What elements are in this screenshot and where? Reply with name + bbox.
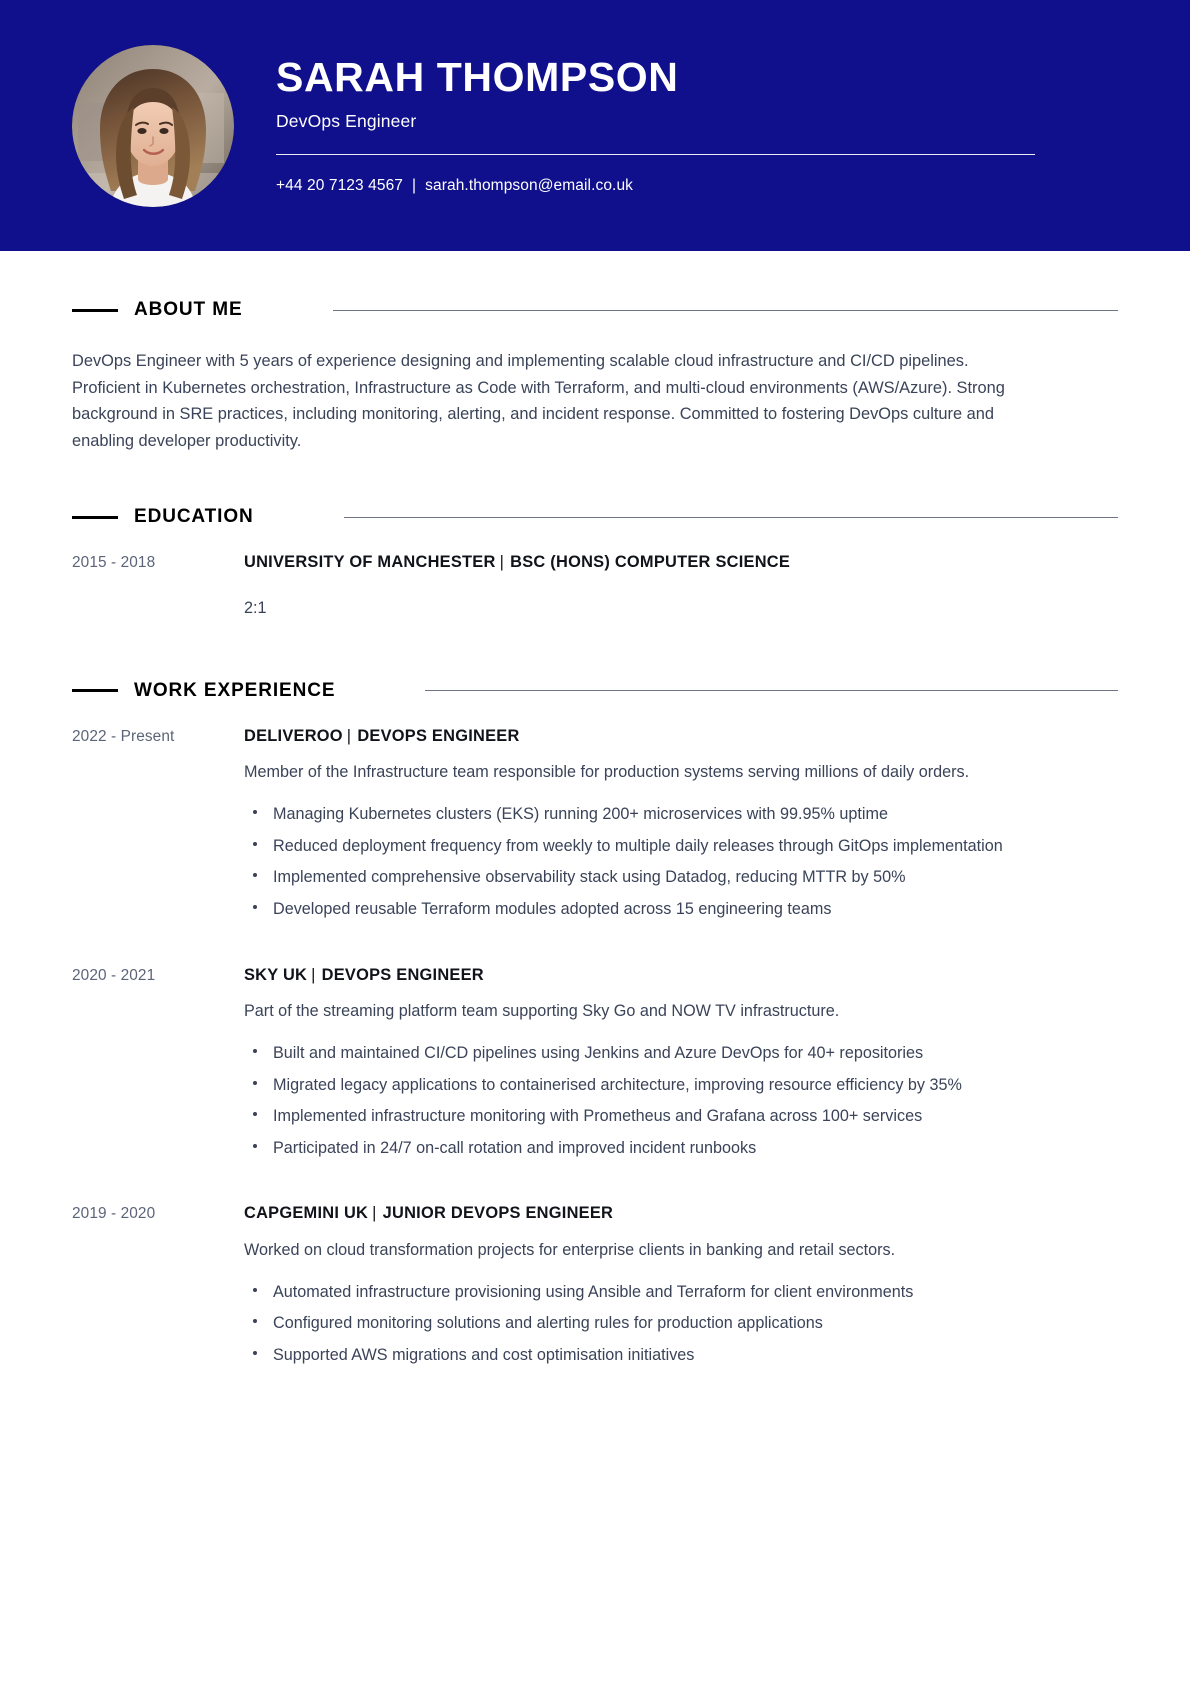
section-dash-icon: [72, 309, 118, 312]
bullet-dot-icon: [253, 842, 257, 846]
section-rule: [333, 310, 1118, 311]
resume-body: [0, 299, 1190, 1369]
page-title: SARAH THOMPSON: [276, 53, 679, 100]
title-separator: |: [499, 553, 505, 572]
section-title-about: ABOUT ME: [134, 299, 243, 320]
list-item: [244, 1104, 1044, 1130]
bullet-text: Developed reusable Terraform modules adopted across 15 engineering teams: [273, 900, 832, 919]
work-role: JUNIOR DEVOPS ENGINEER: [382, 1204, 614, 1223]
work-company: CAPGEMINI UK: [244, 1204, 369, 1223]
education-date: 2015 - 2018: [72, 554, 156, 572]
bullet-text: Configured monitoring solutions and alerting rules for production applications: [273, 1314, 823, 1333]
title-separator: |: [372, 1204, 377, 1223]
portrait-photo-icon: [72, 45, 234, 207]
work-summary: Worked on cloud transformation projects for enterprise clients in banking and retail sectors.: [244, 1240, 896, 1259]
email-address[interactable]: sarah.thompson@email.co.uk: [425, 177, 634, 195]
bullet-text: Implemented comprehensive observability stack using Datadog, reducing MTTR by 50%: [273, 868, 906, 887]
resume-header: [0, 0, 1190, 251]
education-entry-body: [244, 552, 1118, 618]
list-item: [244, 897, 1044, 923]
section-title-education: EDUCATION: [134, 506, 254, 528]
list-item: [244, 834, 1044, 860]
bullet-dot-icon: [253, 905, 257, 909]
education-entries: [72, 552, 1118, 618]
bullet-dot-icon: [253, 1144, 257, 1148]
work-date: 2022 - Present: [72, 727, 175, 745]
work-entry-body: [244, 726, 1118, 923]
work-bullet-list: [244, 1280, 1044, 1369]
work-role: DEVOPS ENGINEER: [357, 726, 520, 745]
bullet-text: Reduced deployment frequency from weekly to multiple daily releases through GitOps implementation: [273, 836, 1003, 855]
education-qualification: BSC (HONS) COMPUTER SCIENCE: [510, 553, 791, 572]
bullet-dot-icon: [253, 873, 257, 877]
work-summary: Part of the streaming platform team supporting Sky Go and NOW TV infrastructure.: [244, 1002, 840, 1021]
bullet-dot-icon: [253, 1049, 257, 1053]
list-item: [244, 1041, 1044, 1067]
list-item: [244, 1311, 1044, 1337]
section-education: [72, 506, 1118, 618]
work-entry: [72, 965, 1118, 1162]
list-item: [244, 1280, 1044, 1306]
bullet-text: Managing Kubernetes clusters (EKS) running 200+ microservices with 99.95% uptime: [273, 805, 888, 824]
section-about-me: [72, 299, 1118, 454]
section-header-about: [72, 299, 1118, 321]
phone-number[interactable]: +44 20 7123 4567: [276, 177, 404, 195]
section-rule: [344, 517, 1118, 518]
contact-separator: |: [412, 177, 417, 195]
work-entry: [72, 726, 1118, 923]
education-grade: 2:1: [244, 598, 267, 617]
bullet-text: Participated in 24/7 on-call rotation and improved incident runbooks: [273, 1138, 757, 1157]
about-me-text: DevOps Engineer with 5 years of experience designing and implementing scalable cloud infrastructure and CI/CD pipelines. Proficient in Kubernetes orchestration, Infrastructure as Code with Terraform, and multi-cloud environments (AWS/Azure). Strong background in SRE practices, including monitoring, alerting, and incident response. Committed to fostering DevOps culture and enabling developer productivity.: [72, 352, 1005, 450]
list-item: [244, 1136, 1044, 1162]
bullet-text: Built and maintained CI/CD pipelines using Jenkins and Azure DevOps for 40+ repositories: [273, 1044, 924, 1063]
education-entry-title: [244, 552, 1118, 573]
bullet-text: Supported AWS migrations and cost optimisation initiatives: [273, 1346, 695, 1365]
work-entry: [72, 1203, 1118, 1368]
work-summary: Member of the Infrastructure team responsible for production systems serving millions of daily orders.: [244, 763, 970, 782]
work-bullet-list: [244, 1041, 1044, 1161]
work-bullet-list: [244, 802, 1044, 922]
title-separator: |: [311, 965, 316, 984]
bullet-dot-icon: [253, 1288, 257, 1292]
bullet-dot-icon: [253, 1319, 257, 1323]
section-title-work: WORK EXPERIENCE: [134, 679, 336, 701]
section-header-work: [72, 680, 1118, 702]
work-entry-body: [244, 1203, 1118, 1368]
section-dash-icon: [72, 689, 118, 692]
bullet-dot-icon: [253, 1351, 257, 1355]
bullet-dot-icon: [253, 1112, 257, 1116]
header-text-block: [276, 53, 1190, 195]
section-work-experience: [72, 680, 1118, 1369]
list-item: [244, 1073, 1044, 1099]
section-dash-icon: [72, 516, 118, 519]
work-date: 2020 - 2021: [72, 966, 156, 984]
section-header-education: [72, 506, 1118, 528]
avatar: [72, 45, 234, 207]
title-separator: |: [346, 726, 352, 745]
work-company: SKY UK: [244, 965, 308, 984]
work-company: DELIVEROO: [244, 726, 343, 745]
work-entries: [72, 726, 1118, 1369]
contact-line: [276, 177, 1035, 195]
list-item: [244, 802, 1044, 828]
list-item: [244, 1343, 1044, 1369]
list-item: [244, 865, 1044, 891]
education-entry: [72, 552, 1118, 618]
job-title: DevOps Engineer: [276, 111, 417, 132]
bullet-text: Implemented infrastructure monitoring with Prometheus and Grafana across 100+ services: [273, 1107, 923, 1126]
work-date: 2019 - 2020: [72, 1205, 156, 1223]
work-entry-title: [244, 965, 1118, 986]
education-institution: UNIVERSITY OF MANCHESTER: [244, 553, 496, 572]
work-entry-title: [244, 726, 1118, 747]
bullet-dot-icon: [253, 1081, 257, 1085]
header-divider: [276, 154, 1035, 155]
section-rule: [425, 690, 1118, 691]
bullet-text: Migrated legacy applications to containerised architecture, improving resource efficiency by 35%: [273, 1075, 962, 1094]
work-entry-body: [244, 965, 1118, 1162]
work-role: DEVOPS ENGINEER: [321, 965, 484, 984]
work-entry-title: [244, 1203, 1118, 1224]
bullet-text: Automated infrastructure provisioning using Ansible and Terraform for client environments: [273, 1282, 914, 1301]
bullet-dot-icon: [253, 810, 257, 814]
